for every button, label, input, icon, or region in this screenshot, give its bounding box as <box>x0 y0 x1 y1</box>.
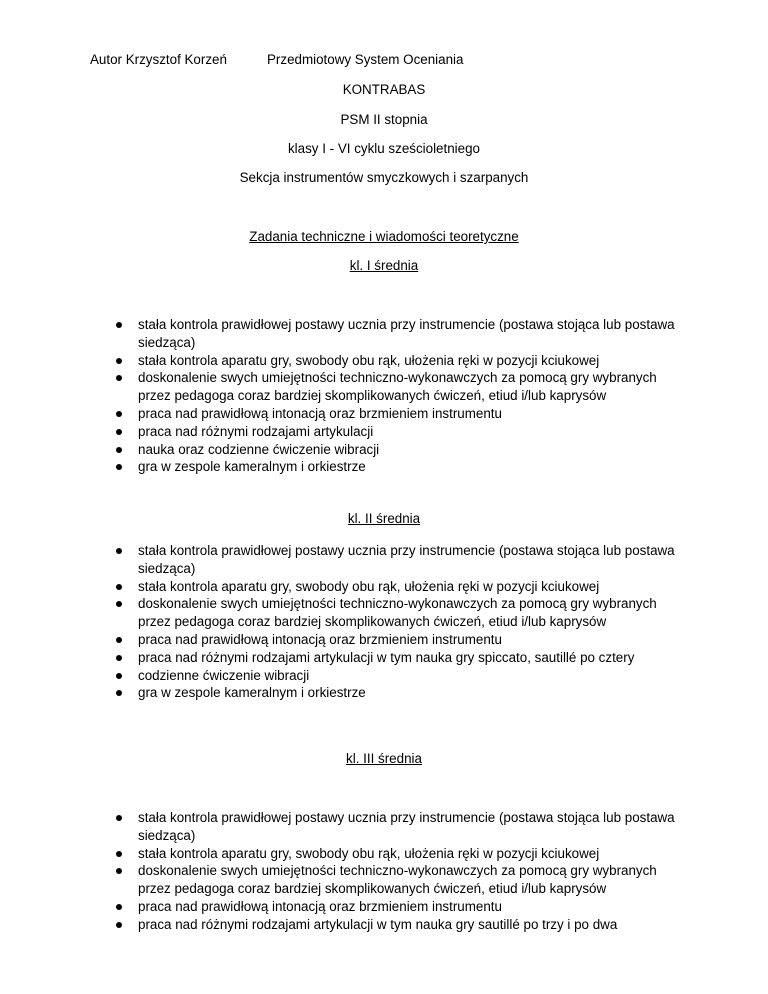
list-item: stała kontrola aparatu gry, swobody obu rąk, ułożenia ręki w pozycji kciukowej <box>0 845 768 863</box>
list-item: stała kontrola prawidłowej postawy ucznia przy instrumencie (postawa stojąca lub postawa siedząca) <box>0 316 768 352</box>
list-item: gra w zespole kameralnym i orkiestrze <box>0 458 768 476</box>
list-item: doskonalenie swych umiejętności techniczno-wykonawczych za pomocą gry wybranych przez pedagoga coraz bardziej skomplikowanych ćwiczeń, etiud i/lub kaprysów <box>0 595 768 631</box>
list-item: stała kontrola aparatu gry, swobody obu rąk, ułożenia ręki w pozycji kciukowej <box>0 578 768 596</box>
author-line: Autor Krzysztof Korzeń <box>90 52 227 67</box>
list-item: doskonalenie swych umiejętności techniczno-wykonawczych za pomocą gry wybranych przez pedagoga coraz bardziej skomplikowanych ćwiczeń, etiud i/lub kaprysów <box>0 369 768 405</box>
class-3-list <box>0 809 768 934</box>
list-item: praca nad różnymi rodzajami artykulacji <box>0 423 768 441</box>
list-item: gra w zespole kameralnym i orkiestrze <box>0 684 768 702</box>
list-item: stała kontrola prawidłowej postawy ucznia przy instrumencie (postawa stojąca lub postawa siedząca) <box>0 809 768 845</box>
main-section-heading: Zadania techniczne i wiadomości teoretyczne <box>249 229 519 244</box>
system-title: Przedmiotowy System Oceniania <box>267 52 464 67</box>
list-item: doskonalenie swych umiejętności techniczno-wykonawczych za pomocą gry wybranych przez pedagoga coraz bardziej skomplikowanych ćwiczeń, etiud i/lub kaprysów <box>0 862 768 898</box>
list-item: praca nad różnymi rodzajami artykulacji w tym nauka gry sautillé po trzy i po dwa <box>0 916 768 934</box>
list-item: praca nad prawidłową intonacją oraz brzmieniem instrumentu <box>0 631 768 649</box>
list-item: praca nad prawidłową intonacją oraz brzmieniem instrumentu <box>0 405 768 423</box>
class-2-list <box>0 542 768 702</box>
class-heading: kl. I średnia <box>349 258 419 273</box>
school-level: PSM II stopnia <box>340 112 428 127</box>
class-1-list <box>0 316 768 476</box>
section-name: Sekcja instrumentów smyczkowych i szarpanych <box>239 170 529 185</box>
list-item: praca nad różnymi rodzajami artykulacji w tym nauka gry spiccato, sautillé po cztery <box>0 649 768 667</box>
list-item: stała kontrola aparatu gry, swobody obu rąk, ułożenia ręki w pozycji kciukowej <box>0 352 768 370</box>
list-item: codzienne ćwiczenie wibracji <box>0 667 768 685</box>
list-item: praca nad prawidłową intonacją oraz brzmieniem instrumentu <box>0 898 768 916</box>
classes-range: klasy I - VI cyklu sześcioletniego <box>287 141 480 156</box>
instrument-title: KONTRABAS <box>342 82 426 97</box>
list-item: nauka oraz codzienne ćwiczenie wibracji <box>0 441 768 459</box>
class-heading: kl. II średnia <box>347 511 421 526</box>
list-item: stała kontrola prawidłowej postawy ucznia przy instrumencie (postawa stojąca lub postawa siedząca) <box>0 542 768 578</box>
class-heading: kl. III średnia <box>346 751 422 766</box>
